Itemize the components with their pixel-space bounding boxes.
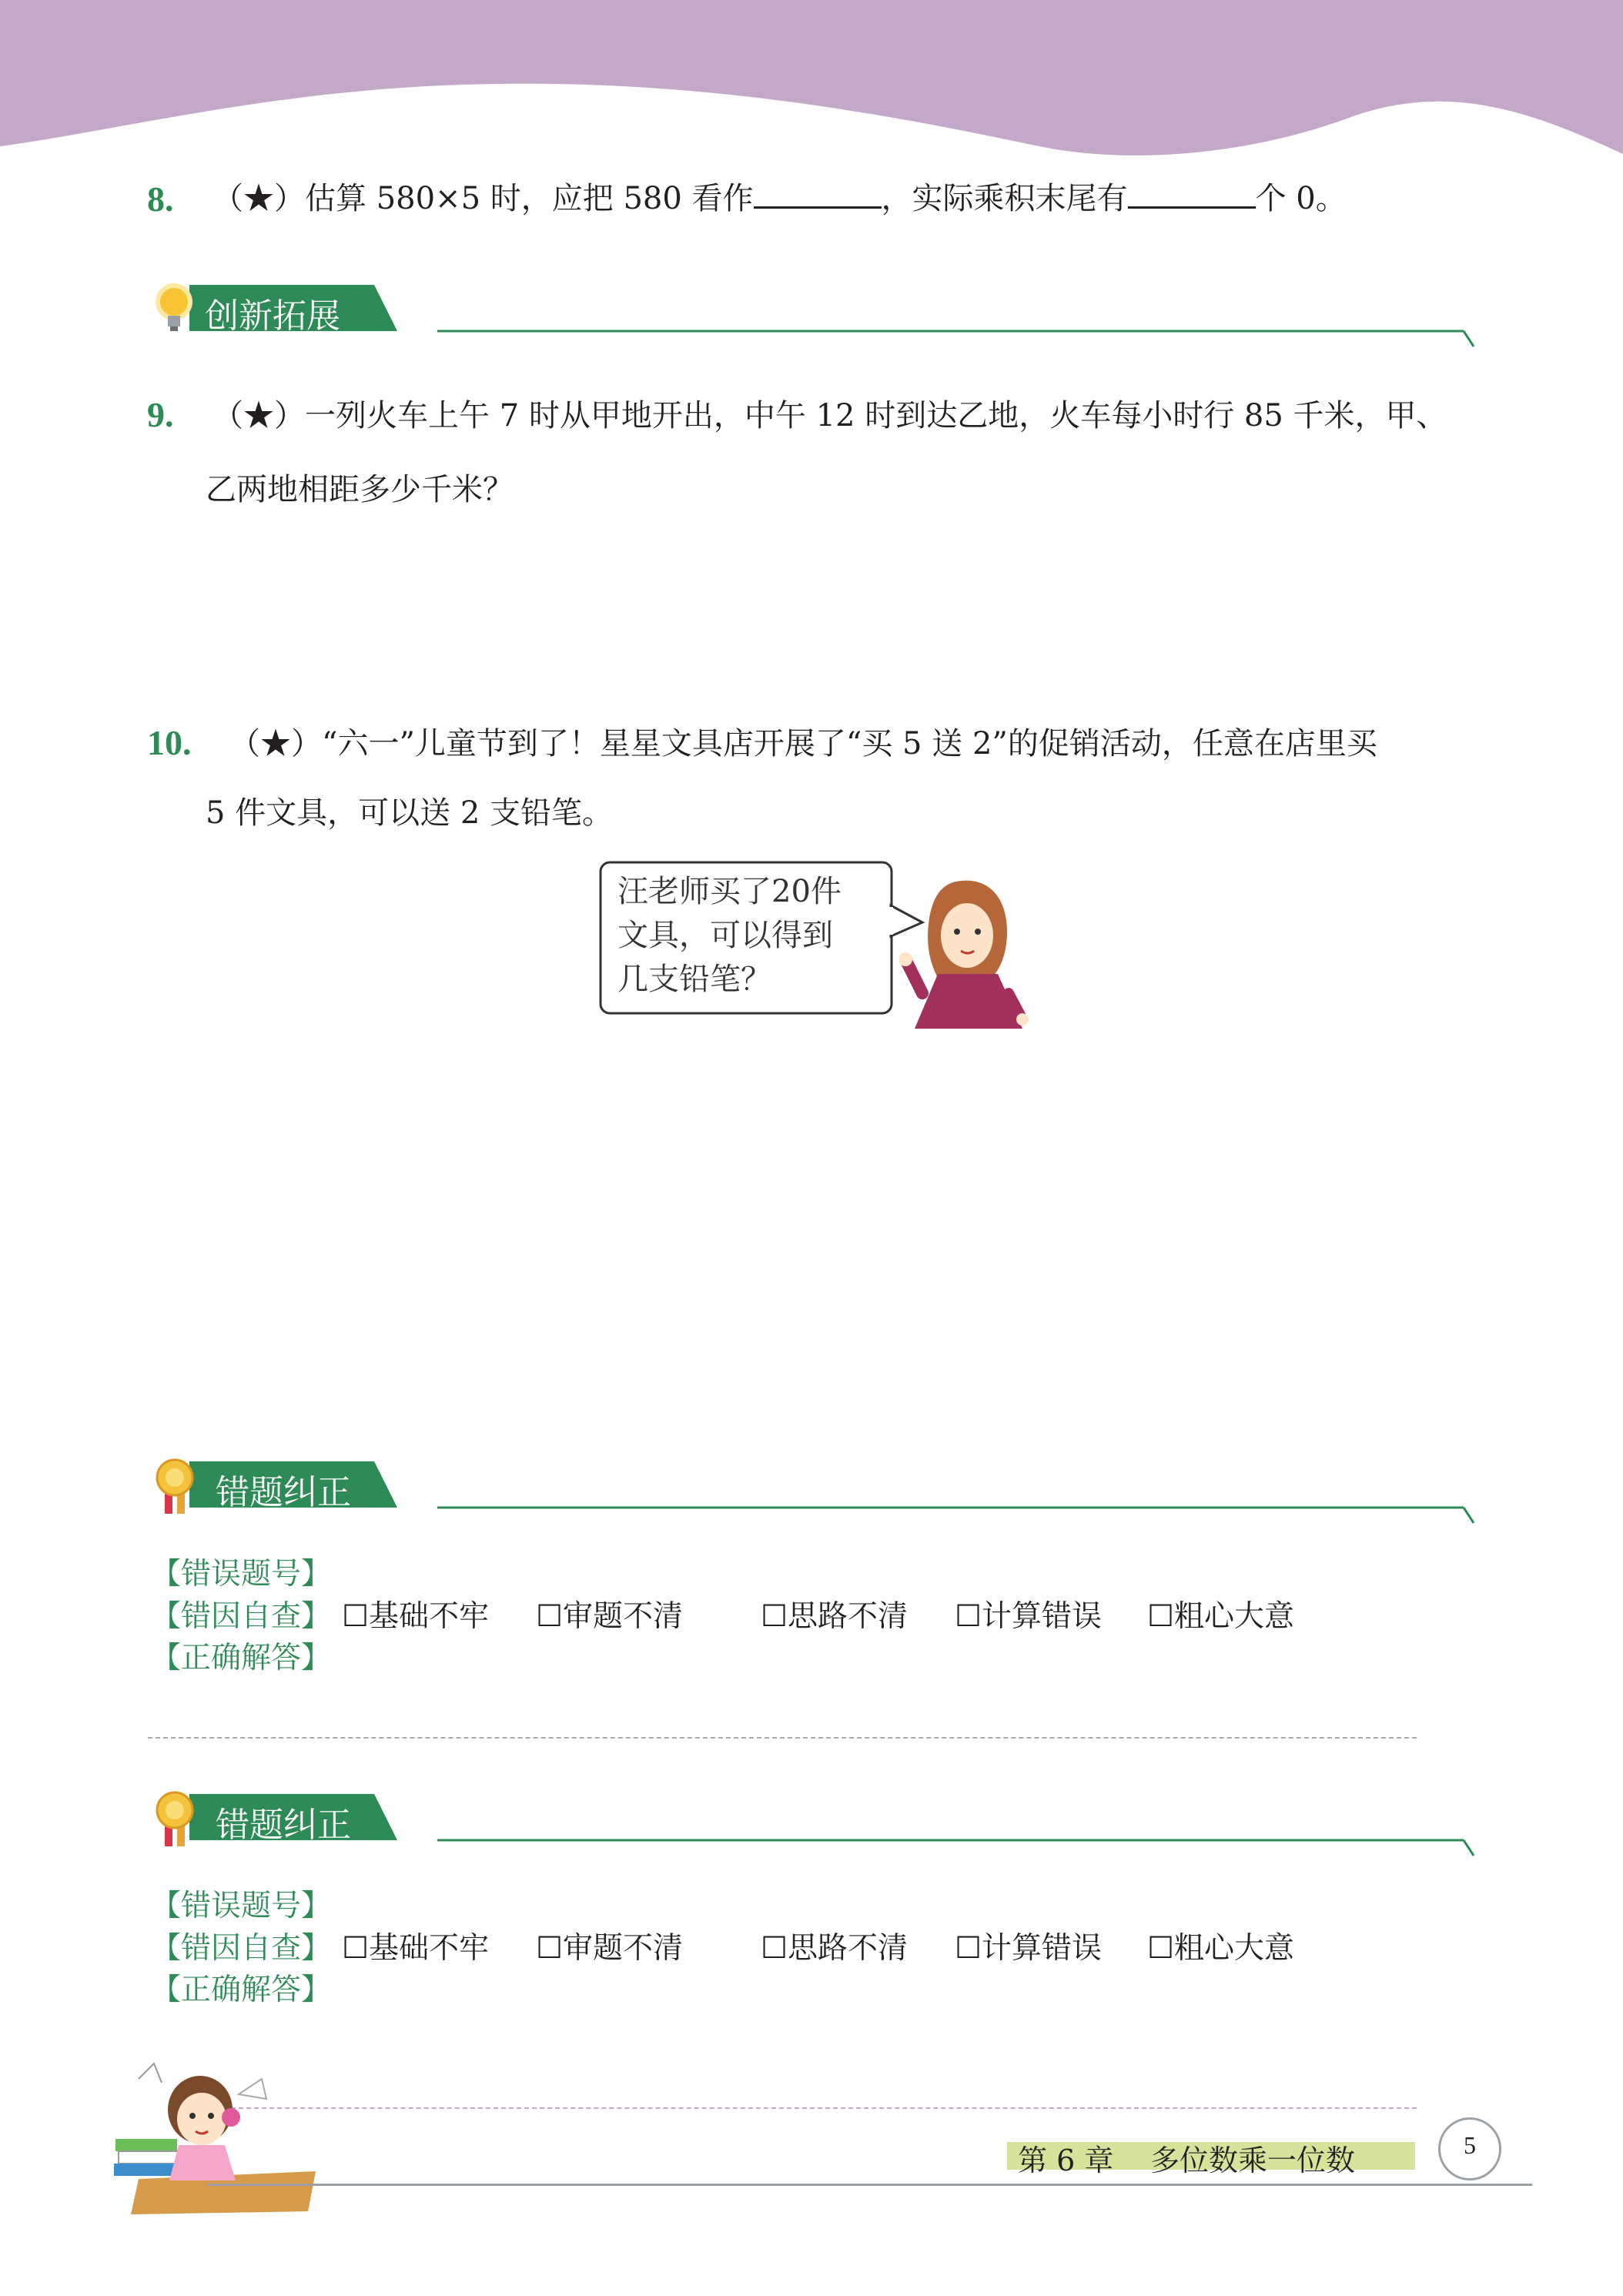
error-block-1-option-2[interactable]: ☐审题不清 [536,1599,683,1634]
error-block-2-option-3[interactable]: ☐思路不清 [761,1931,908,1966]
medal-icon [156,1791,194,1848]
error-block-2-header [151,1786,1475,1863]
error-block-1-option-1[interactable]: ☐基础不牢 [342,1599,489,1634]
footer-bottom-line [208,2184,1532,2186]
error-block-1-answer-label: 【正确解答】 [151,1641,332,1675]
question-8-text: （★）估算 580×5 时，应把 580 看作 ，实际乘积末尾有 个 0。 [212,181,1347,216]
error-block-2-title: 错题纠正 [216,1806,351,1845]
medal-icon [156,1458,194,1515]
teacher-illustration [899,878,1038,1029]
error-block-2-option-4[interactable]: ☐计算错误 [955,1931,1102,1966]
question-8-star: （★） [212,181,305,216]
error-block-1-option-3[interactable]: ☐思路不清 [761,1599,908,1634]
error-block-2-option-1[interactable]: ☐基础不牢 [342,1931,489,1966]
question-8-number: 8. [147,179,174,219]
answer-blank-1[interactable] [754,183,882,209]
error-block-1-option-4[interactable]: ☐计算错误 [955,1599,1102,1634]
speech-bubble [599,861,929,1015]
answer-blank-2[interactable] [1128,183,1256,209]
student-illustration [108,2048,323,2217]
error-block-1-header [151,1454,1475,1531]
question-9-number: 9. [147,395,174,434]
error-block-2-cause-label: 【错因自查】 [151,1931,332,1966]
chapter-title: 多位数乘一位数 [1150,2144,1356,2177]
speech-line-1: 汪老师买了20件 [617,874,842,909]
error-block-2-answer-label: 【正确解答】 [151,1973,332,2007]
error-block-2-number-label: 【错误题号】 [151,1889,332,1923]
header-wave [0,0,1623,177]
question-10-line2: 5 件文具，可以送 2 支铅笔。 [206,795,614,831]
question-9-line2: 乙两地相距多少千米？ [206,472,514,507]
section-extension-header [151,279,1475,356]
page-number: 5 [1464,2131,1476,2159]
error-block-2-option-5[interactable]: ☐粗心大意 [1147,1931,1294,1966]
speech-line-3: 几支铅笔？ [617,962,771,997]
question-9-line1: （★）一列火车上午 7 时从甲地开出，中午 12 时到达乙地，火车每小时行 85 千米，甲、 [212,398,1447,433]
dashed-divider [148,1737,1417,1739]
error-block-1-number-label: 【错误题号】 [151,1557,332,1591]
error-block-2-option-2[interactable]: ☐审题不清 [536,1931,683,1966]
error-block-1-option-5[interactable]: ☐粗心大意 [1147,1599,1294,1634]
error-block-1-cause-label: 【错因自查】 [151,1599,332,1634]
error-block-1-title: 错题纠正 [216,1473,351,1512]
footer-dashed-line [223,2107,1417,2109]
speech-line-2: 文具，可以得到 [617,918,833,953]
question-10-line1: （★）“六一”儿童节到了！星星文具店开展了“买 5 送 2”的促销活动，任意在店里买 [229,726,1377,761]
question-10-number: 10. [147,723,192,762]
chapter-number: 第 6 章 [1018,2144,1114,2177]
section-extension-title: 创新拓展 [205,296,340,336]
lightbulb-icon [151,280,197,337]
